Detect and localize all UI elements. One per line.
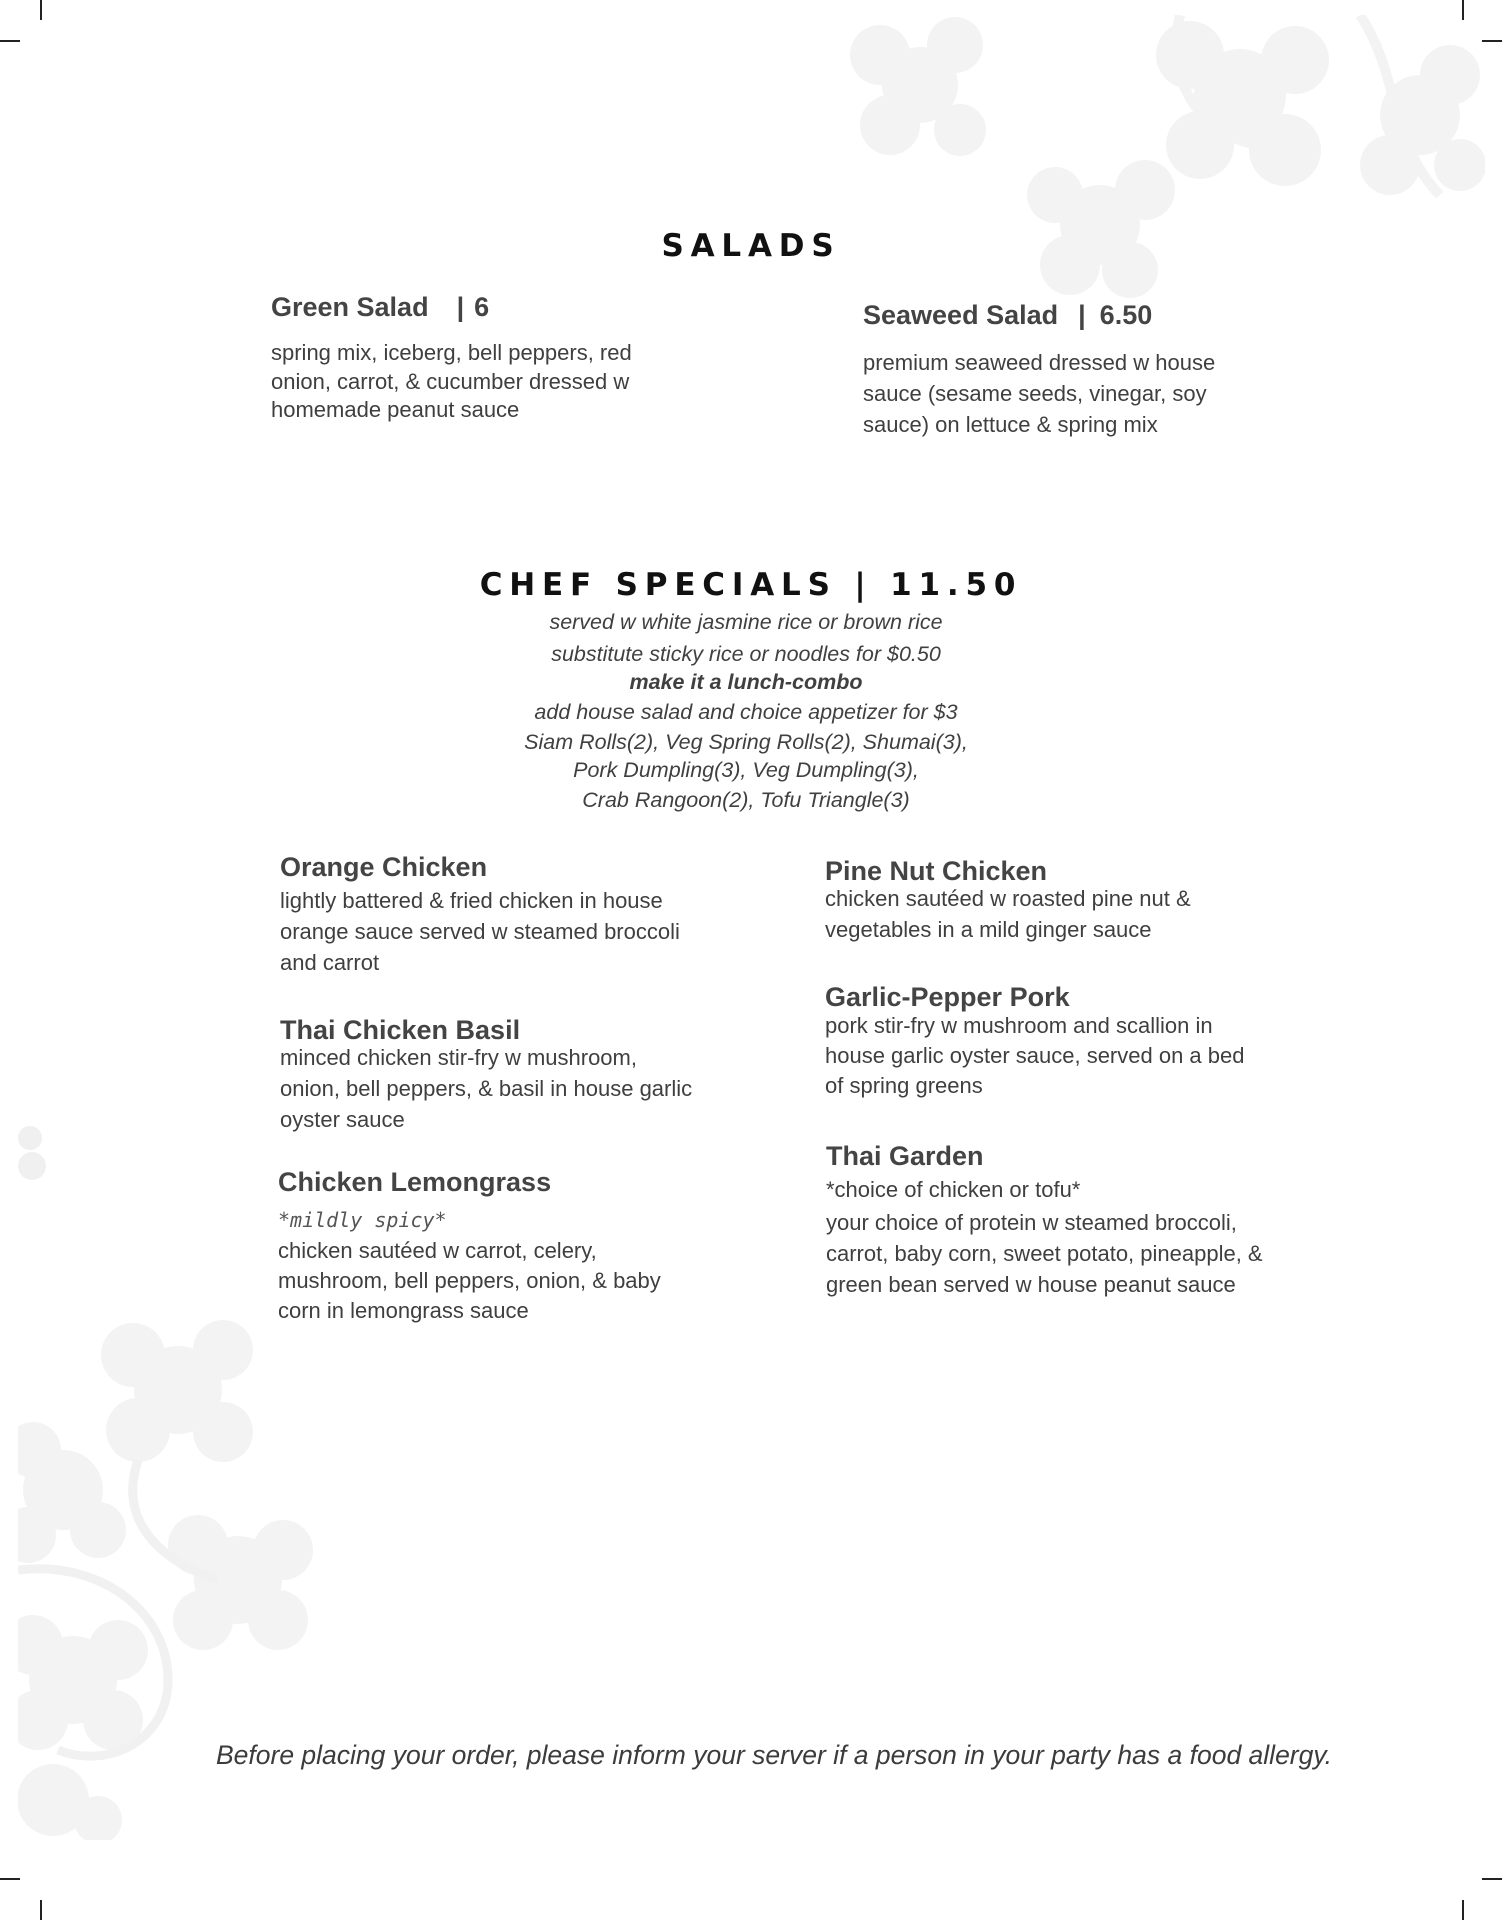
dish-name: Orange Chicken xyxy=(280,852,488,882)
dish-name: Thai Chicken Basil xyxy=(280,1015,521,1045)
dish-description: spring mix, iceberg, bell peppers, red onion, carrot, & cucumber dressed w homemade peanut sauce xyxy=(271,340,632,422)
menu-item-green-salad xyxy=(271,292,671,425)
menu-item-chicken-lemongrass xyxy=(278,1167,698,1326)
dish-description: chicken sautéed w carrot, celery, mushroom, bell peppers, onion, & baby corn in lemongrass sauce xyxy=(278,1238,661,1323)
salads-section-title: SALADS xyxy=(661,228,841,264)
dish-description: minced chicken stir-fry w mushroom, onion, bell peppers, & basil in house garlic oyster sauce xyxy=(280,1045,693,1132)
dish-description: pork stir-fry w mushroom and scallion in house garlic oyster sauce, served on a bed of spring greens xyxy=(825,1013,1245,1098)
menu-item-seaweed-salad xyxy=(863,300,1263,440)
crop-mark-top-left-h xyxy=(0,40,20,42)
spicy-note: *mildly spicy* xyxy=(278,1208,447,1232)
dish-description: your choice of protein w steamed broccoli, carrot, baby corn, sweet potato, pineapple, & green bean served w house peanut sauce xyxy=(826,1210,1263,1297)
crop-mark-top-left-v xyxy=(40,0,42,20)
protein-choice-note: *choice of chicken or tofu* xyxy=(826,1177,1081,1202)
dish-name: Seaweed Salad | 6.50 xyxy=(863,300,1153,330)
menu-item-orange-chicken xyxy=(280,852,700,978)
crop-mark-bottom-right-h xyxy=(1482,1878,1502,1880)
crop-mark-bottom-left-h xyxy=(0,1878,20,1880)
note-appetizers-3: Crab Rangoon(2), Tofu Triangle(3) xyxy=(582,788,910,812)
note-add-salad: add house salad and choice appetizer for $3 xyxy=(534,700,958,724)
dish-name: Garlic-Pepper Pork xyxy=(825,982,1070,1012)
dish-description: lightly battered & fried chicken in house orange sauce served w steamed broccoli and carrot xyxy=(280,888,680,975)
dish-name: Chicken Lemongrass xyxy=(278,1167,552,1197)
menu-item-pine-nut-chicken xyxy=(825,856,1265,945)
dish-description: premium seaweed dressed w house sauce (sesame seeds, vinegar, soy sauce) on lettuce & spring mix xyxy=(863,350,1216,437)
allergy-notice: Before placing your order, please inform your server if a person in your party has a food allergy. xyxy=(215,1740,1333,1770)
menu-item-thai-garden xyxy=(826,1141,1266,1300)
crop-mark-bottom-left-v xyxy=(40,1900,42,1920)
menu-item-thai-chicken-basil xyxy=(280,1015,700,1135)
note-substitute: substitute sticky rice or noodles for $0.50 xyxy=(551,642,941,666)
crop-mark-top-right-h xyxy=(1482,40,1502,42)
note-appetizers-1: Siam Rolls(2), Veg Spring Rolls(2), Shumai(3), xyxy=(524,730,968,754)
menu-item-garlic-pepper-pork xyxy=(825,982,1265,1101)
crop-mark-top-right-v xyxy=(1462,0,1464,20)
note-lunch-combo: make it a lunch-combo xyxy=(629,670,863,694)
chef-specials-title: CHEF SPECIALS | 11.50 xyxy=(479,567,1023,603)
floral-watermark-top-right xyxy=(800,15,1485,315)
dish-name: Green Salad | 6 xyxy=(271,292,490,322)
chef-specials-notes xyxy=(0,607,1492,815)
note-appetizers-2: Pork Dumpling(3), Veg Dumpling(3), xyxy=(573,758,919,782)
dish-name: Thai Garden xyxy=(826,1141,984,1171)
dish-name: Pine Nut Chicken xyxy=(825,856,1048,886)
crop-mark-bottom-right-v xyxy=(1462,1900,1464,1920)
floral-watermark-left-edge xyxy=(18,1120,48,1190)
dish-description: chicken sautéed w roasted pine nut & vegetables in a mild ginger sauce xyxy=(825,886,1191,942)
note-rice: served w white jasmine rice or brown rice xyxy=(549,610,943,634)
